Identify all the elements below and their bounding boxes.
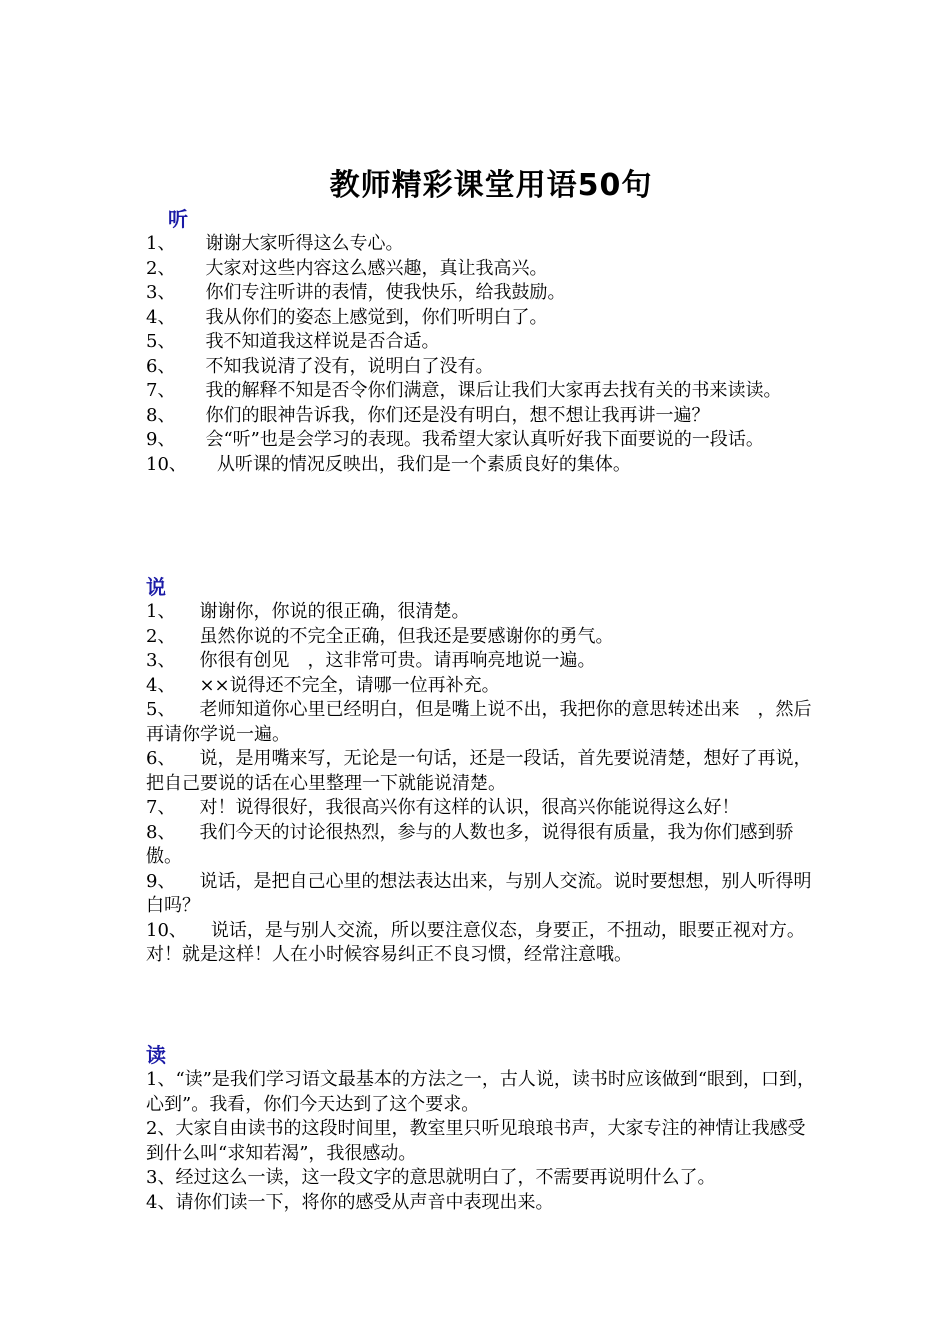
item-number: 1、 — [146, 601, 176, 622]
list-item — [146, 747, 822, 796]
item-number: 2、 — [146, 625, 176, 647]
list-item — [146, 796, 822, 821]
list-item — [146, 232, 822, 257]
section-heading: 说 — [146, 575, 166, 599]
list-item — [146, 698, 822, 747]
document-title: 教师精彩课堂用语50句 — [329, 168, 653, 203]
list-item — [146, 674, 822, 699]
list-item — [146, 625, 822, 650]
item-text: 说话，是与别人交流，所以要注意仪态，身要正，不扭动，眼要正视对方。对！就是这样！人在小时候容易纠正不良习惯，经常注意哦。 — [146, 919, 805, 965]
item-number: 7、 — [146, 380, 176, 401]
item-text: 虽然你说的不完全正确，但我还是要感谢你的勇气。 — [199, 625, 614, 647]
item-text: 经过这么一读，这一段文字的意思就明白了，不需要再说明什么了。 — [175, 1167, 716, 1188]
item-number: 4、 — [146, 1191, 176, 1213]
item-number: 2、 — [146, 257, 176, 279]
list-item — [146, 257, 822, 282]
item-number: 4、 — [146, 674, 176, 696]
item-number: 6、 — [146, 748, 176, 769]
item-number: 8、 — [146, 404, 176, 426]
list-item — [146, 355, 822, 380]
item-number: 1、 — [146, 233, 176, 254]
list-item — [146, 821, 822, 870]
item-number: 5、 — [146, 331, 176, 352]
item-number: 10、 — [146, 919, 187, 941]
item-number: 4、 — [146, 306, 176, 328]
section-heading: 读 — [146, 1043, 166, 1067]
section-heading: 听 — [168, 207, 188, 231]
list-item — [146, 306, 822, 331]
list-item — [146, 919, 822, 968]
section-speak — [146, 574, 822, 968]
item-number: 9、 — [146, 429, 176, 450]
item-text: “读”是我们学习语文最基本的方法之一，古人说，读书时应该做到“眼到，口到，心到”。我看，你们今天达到了这个要求。 — [146, 1069, 816, 1115]
item-number: 7、 — [146, 797, 176, 818]
list-item — [146, 600, 822, 625]
list-item — [146, 379, 822, 404]
item-text: 大家自由读书的这段时间里，教室里只听见琅琅书声，大家专注的神情让我感受到什么叫“求知若渴”，我很感动。 — [146, 1118, 806, 1164]
item-number: 8、 — [146, 821, 176, 843]
item-text: 说话，是把自己心里的想法表达出来，与别人交流。说时要想想，别人听得明白吗？ — [146, 870, 812, 916]
item-text: 谢谢大家听得这么专心。 — [205, 233, 404, 254]
item-text: 大家对这些内容这么感兴趣，真让我高兴。 — [205, 257, 548, 279]
item-number: 5、 — [146, 699, 176, 720]
item-text: 老师知道你心里已经明白，但是嘴上说不出，我把你的意思转述出来 ，然后再请你学说一遍。 — [146, 699, 812, 745]
item-text: 你们专注听讲的表情，使我快乐，给我鼓励。 — [205, 282, 566, 303]
item-number: 3、 — [146, 282, 176, 303]
item-number: 9、 — [146, 870, 176, 892]
list-item — [146, 870, 822, 919]
item-text: 会“听”也是会学习的表现。我希望大家认真听好我下面要说的一段话。 — [205, 429, 764, 450]
item-text: 请你们读一下，将你的感受从声音中表现出来。 — [175, 1191, 554, 1213]
list-item — [146, 1166, 822, 1191]
item-text: 我不知道我这样说是否合适。 — [205, 331, 440, 352]
list-item — [146, 404, 822, 429]
list-item — [146, 281, 822, 306]
item-number: 2、 — [146, 1118, 176, 1139]
item-text: 对！说得很好，我很高兴你有这样的认识，很高兴你能说得这么好！ — [199, 797, 740, 818]
item-text: ××说得还不完全，请哪一位再补充。 — [199, 674, 500, 696]
section-listen — [146, 206, 822, 477]
item-number: 6、 — [146, 355, 176, 377]
item-text: 你们的眼神告诉我，你们还是没有明白，想不想让我再讲一遍？ — [205, 404, 710, 426]
item-text: 我们今天的讨论很热烈，参与的人数也多，说得很有质量，我为你们感到骄傲。 — [146, 821, 794, 867]
item-text: 说，是用嘴来写，无论是一句话，还是一段话，首先要说清楚，想好了再说，把自己要说的话在心里整理一下就能说清楚。 — [146, 748, 812, 794]
item-text: 谢谢你，你说的很正确，很清楚。 — [199, 601, 470, 622]
list-item — [146, 453, 822, 478]
list-item — [146, 428, 822, 453]
item-number: 10、 — [146, 453, 187, 475]
item-number: 3、 — [146, 650, 176, 671]
list-item — [146, 649, 822, 674]
section-read — [146, 1042, 822, 1215]
item-text: 我的解释不知是否令你们满意，课后让我们大家再去找有关的书来读读。 — [205, 380, 782, 401]
item-text: 我从你们的姿态上感觉到，你们听明白了。 — [205, 306, 548, 328]
list-item — [146, 1068, 822, 1117]
item-text: 你很有创见 ，这非常可贵。请再响亮地说一遍。 — [199, 650, 596, 671]
item-text: 从听课的情况反映出，我们是一个素质良好的集体。 — [216, 453, 631, 475]
item-number: 3、 — [146, 1167, 176, 1188]
list-item — [146, 330, 822, 355]
item-number: 1、 — [146, 1069, 176, 1090]
item-text: 不知我说清了没有，说明白了没有。 — [205, 355, 494, 377]
list-item — [146, 1191, 822, 1216]
list-item — [146, 1117, 822, 1166]
